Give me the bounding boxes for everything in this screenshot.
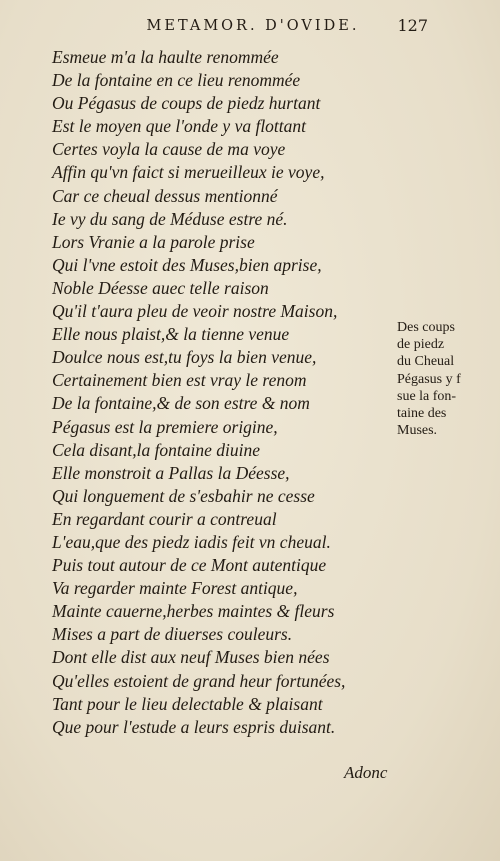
verse-line: Affin qu'vn faict si merueilleux ie voye,: [52, 162, 325, 183]
marginal-note-line: Des coups: [397, 320, 455, 335]
verse-line: Lors Vranie a la parole prise: [52, 231, 255, 252]
verse-line: Qu'il t'aura pleu de veoir nostre Maison,: [52, 301, 338, 322]
verse-line: Esmeue m'a la haulte renommée: [52, 47, 279, 67]
verse-line: Pégasus est la premiere origine,: [52, 416, 278, 437]
verse-line: Certes voyla la cause de ma voye: [52, 139, 286, 160]
verse-line: Cela disant,la fontaine diuine: [52, 439, 261, 460]
marginal-note: [397, 319, 487, 439]
verse-line: Noble Déesse auec telle raison: [52, 277, 269, 298]
verse-line: En regardant courir a contreual: [52, 508, 277, 529]
verse-line: Doulce nous est,tu foys la bien venue,: [52, 347, 317, 368]
verse-line: Qui l'vne estoit des Muses,bien aprise,: [52, 254, 322, 275]
verse-line: Ie vy du sang de Méduse estre né.: [52, 208, 288, 229]
marginal-note-line: taine des: [397, 406, 447, 422]
verse-line: Est le moyen que l'onde y va flottant: [52, 116, 307, 137]
verse-line: Ou Pégasus de coups de piedz hurtant: [52, 93, 321, 114]
catchword: Adonc: [344, 763, 388, 782]
marginal-note-line: Pégasus y f: [397, 371, 461, 387]
verse-line: L'eau,que des piedz iadis feit vn cheual.: [52, 531, 331, 552]
verse-line: Que pour l'estude a leurs espris duisant.: [52, 716, 336, 737]
verse-line: Car ce cheual dessus mentionné: [52, 185, 278, 206]
page-number: 127: [397, 16, 428, 35]
verse-line: De la fontaine,& de son estre & nom: [52, 393, 310, 414]
marginal-note-line: sue la fon-: [397, 388, 457, 404]
marginal-note-line: Muses.: [397, 423, 438, 439]
verse-line: Tant pour le lieu delectable & plaisant: [52, 693, 323, 714]
verse-line: Dont elle dist aux neuf Muses bien nées: [52, 647, 330, 668]
verse-line: Qui longuement de s'esbahir ne cesse: [52, 485, 315, 506]
verse-line: Mainte cauerne,herbes maintes & fleurs: [52, 601, 335, 622]
verse-line: Certainement bien est vray le renom: [52, 370, 307, 391]
verse-line: De la fontaine en ce lieu renommée: [52, 70, 301, 91]
verse-line: Elle nous plaist,& la tienne venue: [52, 324, 290, 345]
marginal-note-line: du Cheual: [397, 354, 455, 370]
marginal-note-line: de piedz: [397, 337, 445, 353]
running-title: METAMOR. D'OVIDE.: [146, 18, 360, 34]
verse-line: Qu'elles estoient de grand heur fortunées,: [52, 670, 346, 691]
verse-line: Va regarder mainte Forest antique,: [52, 578, 298, 599]
verse-line: Mises a part de diuerses couleurs.: [52, 624, 293, 645]
verse-block: [52, 46, 392, 739]
verse-line: Elle monstroit a Pallas la Déesse,: [52, 462, 290, 483]
verse-line: Puis tout autour de ce Mont autentique: [52, 555, 327, 576]
